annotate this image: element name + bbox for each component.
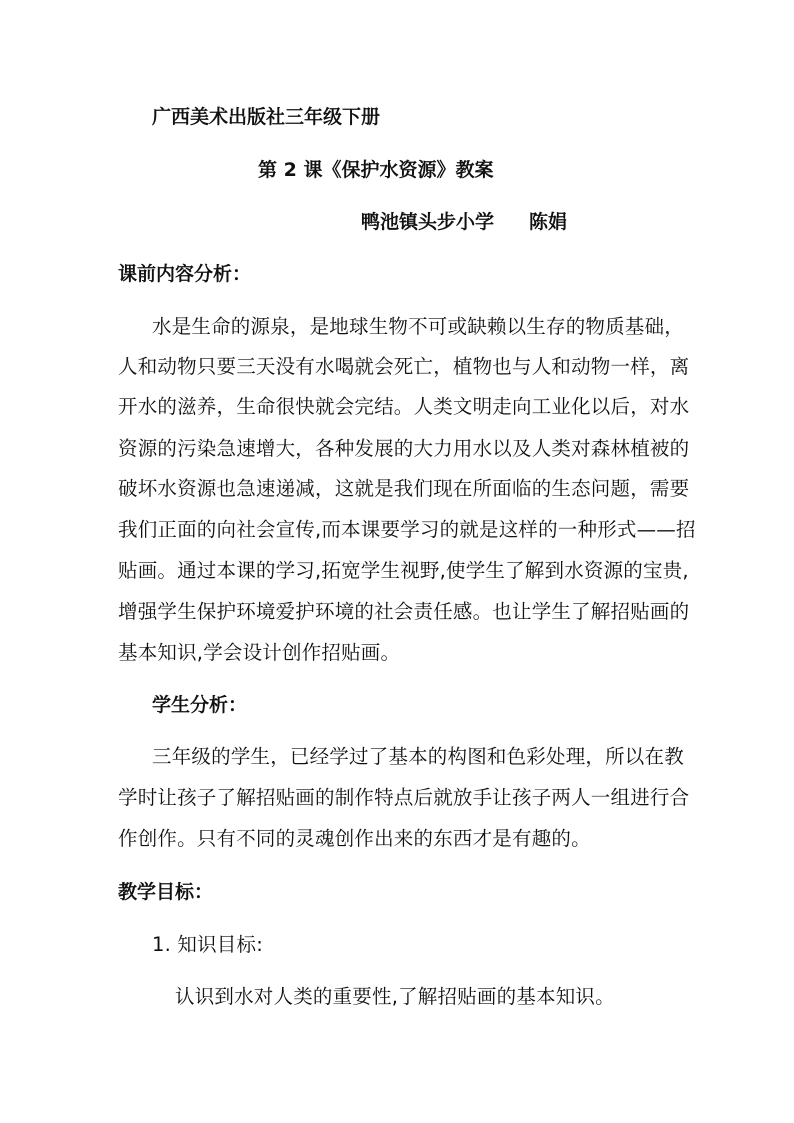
content-analysis-line: 人和动物只要三天没有水喝就会死亡，植物也与人和动物一样，离 bbox=[118, 355, 690, 378]
school-name: 鸭池镇头步小学 bbox=[361, 211, 495, 233]
author-name: 陈娟 bbox=[529, 211, 568, 233]
content-analysis-line: 开水的滋养，生命很快就会完结。人类文明走向工业化以后，对水 bbox=[118, 395, 690, 418]
knowledge-goal-label: 1. 知识目标: bbox=[152, 933, 263, 956]
student-analysis-heading: 学生分析： bbox=[152, 694, 248, 716]
content-analysis-heading: 课前内容分析： bbox=[118, 263, 252, 285]
student-analysis-line: 作创作。只有不同的灵魂创作出来的东西才是有趣的。 bbox=[118, 827, 591, 850]
teaching-goals-heading: 教学目标： bbox=[118, 881, 214, 903]
content-analysis-line: 增强学生保护环境爱护环境的社会责任感。也让学生了解招贴画的 bbox=[118, 600, 690, 623]
content-analysis-line: 贴画。通过本课的学习,拓宽学生视野,使学生了解到水资源的宝贵, bbox=[118, 559, 689, 582]
knowledge-goal-text: 认识到水对人类的重要性,了解招贴画的基本知识。 bbox=[175, 985, 615, 1008]
lesson-title: 第 2 课《保护水资源》教案 bbox=[258, 159, 494, 181]
student-analysis-line: 三年级的学生，已经学过了基本的构图和色彩处理，所以在教 bbox=[152, 745, 684, 768]
content-analysis-line: 我们正面的向社会宣传,而本课要学习的就是这样的一种形式——招 bbox=[118, 518, 696, 541]
content-analysis-line: 水是生命的源泉，是地球生物不可或缺赖以生存的物质基础， bbox=[152, 315, 684, 338]
content-analysis-line: 资源的污染急速增大，各种发展的大力用水以及人类对森林植被的 bbox=[118, 437, 690, 460]
content-analysis-line: 破坏水资源也急速递减，这就是我们现在所面临的生态问题，需要 bbox=[118, 477, 690, 500]
content-analysis-line: 基本知识,学会设计创作招贴画。 bbox=[118, 641, 401, 664]
publisher-grade-heading: 广西美术出版社三年级下册 bbox=[152, 106, 381, 128]
student-analysis-line: 学时让孩子了解招贴画的制作特点后就放手让孩子两人一组进行合 bbox=[118, 786, 690, 809]
